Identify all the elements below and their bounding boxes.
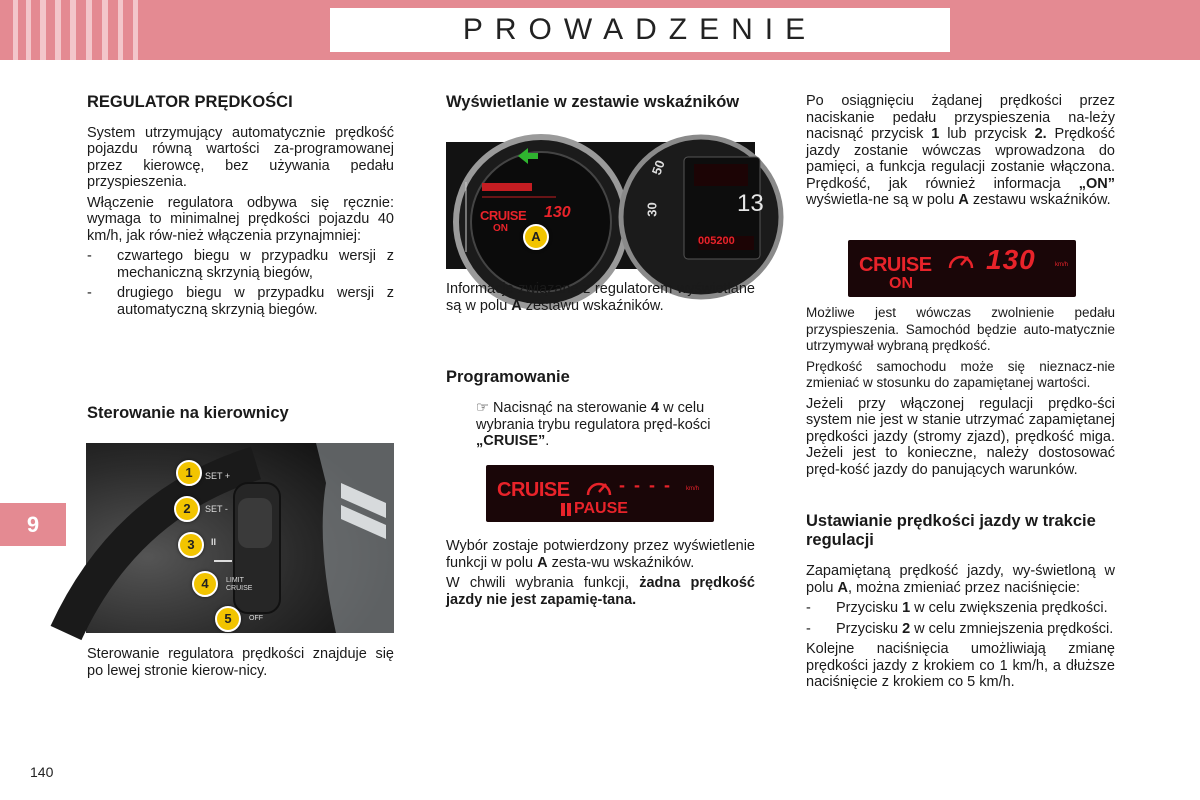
paragraph: Kolejne naciśnięcia umożliwiają zmianę prędkości jazdy z krokiem co 1 km/h, a dłuższe naciśnięcie z krokiem co 5 km/h. [806,641,1115,690]
header-stripe [118,0,123,60]
control-badge-2: 2 [174,496,200,522]
header-stripe [102,0,108,60]
text-run: , można zmieniać przez naciśnięcie: [847,579,1081,596]
lcd-cruise-pause [486,465,714,522]
list-item [87,248,394,281]
control-badge-5: 5 [215,606,241,632]
control-badge-3: 3 [178,532,204,558]
page-title: PROWADZENIE [330,8,950,52]
field-label: A [958,192,969,208]
section-heading: Wyświetlanie w zestawie wskaźników [446,93,740,111]
cluster-cruise-text: CRUISE [480,208,527,223]
speedometer-icon [946,246,976,274]
off-label: OFF [249,615,263,622]
dial-50-label: 50 [648,158,668,177]
button-number: 2. [1034,126,1047,142]
lcd-cruise-text: CRUISE [497,479,570,501]
paragraph: Prędkość samochodu może się nieznacz-nie zmieniać w stosunku do zapamiętanej wartości. [806,358,1115,390]
text-run: w celu zmniejszenia prędkości. [910,620,1114,637]
paragraph [806,93,1115,209]
emphasis: żadna prędkość jazdy nie jest zapamię-tana. [446,575,755,608]
text-run: zestawu wskaźników. [968,192,1111,208]
instruction-item [446,400,755,450]
pointing-hand-icon: ☞ [476,400,489,416]
paragraph [806,563,1115,596]
lcd-unit: km/h [686,486,700,492]
header-stripe [13,0,18,60]
text-run: W chwili wybrania funkcji, [446,575,640,591]
column-3-lower [806,563,1115,695]
list-dash: - [806,600,811,616]
section-heading: REGULATOR PRĘDKOŚCI [87,93,293,111]
column-3-middle [806,305,1115,482]
text-run: zestawu wskaźników. [521,297,664,314]
steering-wheel-illustration [86,443,394,633]
paragraph: Włączenie regulatora odbywa się ręcznie: wymaga to minimalnej prędkości pojazdu 40 km/h, jak rów-nież włączenia przynajmniej: [87,194,394,244]
text-run: Zapamiętaną prędkość jazdy, wy-świetloną w polu [806,563,1115,596]
list-item [87,285,394,318]
field-label: A [837,579,848,596]
text-run: Po osiągnięciu żądanej prędkości przez naciskanie pedału przyspieszenia na-leży nacisnąć przycisk [806,93,1115,142]
cluster-illustration [446,142,755,269]
odometer-text: 005200 [698,235,735,247]
photo-caption: Sterowanie regulatora prędkości znajduje się po lewej stronie kierow-nicy. [87,646,394,679]
list-dash: - [87,248,92,264]
lcd-speed-value: 130 [986,244,1036,275]
list-item-text: drugiego biegu w przypadku wersji z automatyczną skrzynią biegów. [117,285,394,318]
list-dash: - [87,285,92,301]
paragraph: Jeżeli przy włączonej regulacji prędko-ści system nie jest w stanie utrzymać zapamiętanej prędkości jazdy (stromy zjazd), prędkość miga. Jeżeli jest to konieczne, należy dostosować pręd-kość jazdy do panujących warunków. [806,395,1115,478]
list-item [806,621,1115,638]
button-number: 2 [902,620,911,637]
paragraph [446,575,755,608]
set-minus-label: SET - [205,504,228,514]
pause-bar-icon [561,503,565,516]
text-run: . [545,433,550,449]
text-run: w celu wybrania trybu regulatora pręd-kości [476,400,711,433]
speedometer-icon [584,473,614,501]
text-run: zesta-wu wskaźników. [547,554,695,571]
header-stripe [26,0,31,60]
pause-bar-icon [567,503,571,516]
field-a-badge: A [523,224,549,250]
section-subheading: Sterowanie na kierownicy [87,404,289,422]
header-stripe [86,0,92,60]
list-item [806,600,1115,617]
cluster-speed-text: 130 [544,204,571,221]
list-dash: - [806,620,811,637]
lcd-cruise-text: CRUISE [859,254,932,276]
section-heading: Ustawianie prędkości jazdy w trakcie regulacji [806,512,1096,549]
dial-30-label: 30 [644,202,660,217]
text-run: Informacje związane z regulatorem wyświetlane są w polu [446,281,755,314]
paragraph: System utrzymujący automatycznie prędkość pojazdu równą wartości za-programowanej przez kierowcę, bez używania pedału przyspieszenia. [87,124,394,190]
lcd-dashes: - - - - [619,475,672,495]
paragraph: Możliwe jest wówczas zwolnienie pedału przyspieszenia. Samochód będzie auto-matycznie utrzymywał wybraną prędkość. [806,305,1115,353]
cluster-on-text: ON [493,223,508,234]
column-1 [87,93,394,322]
lcd-cruise-on [848,240,1076,297]
text-run: Wybór zostaje potwierdzony przez wyświetlenie funkcji w polu [446,538,755,571]
text-run: lub przycisk [939,126,1035,142]
page-number: 140 [30,764,54,780]
set-plus-label: SET + [205,471,231,481]
text-run: Prędkość jazdy zostanie wówczas wprowadzona do pamięci, a funkcja regulacji zostanie włączona. Prędkość, jak również informacja [806,126,1115,192]
button-number: 1 [902,600,911,616]
paragraph [446,538,755,571]
text-run: Przycisku [836,620,903,637]
field-label: A [511,297,522,314]
text-run: w celu zwiększenia prędkości. [910,600,1108,616]
limit-cruise-label: LIMIT CRUISE [226,577,253,592]
header-stripe [70,0,76,60]
section-heading: Programowanie [446,368,570,386]
field-label: A [537,554,548,571]
mode-name: „CRUISE” [476,433,546,449]
chapter-tab: 9 [0,503,66,546]
text-run: Przycisku [836,600,903,616]
lcd-unit: km/h [1055,262,1069,268]
header-stripe [55,0,61,60]
clock-text: 13 [737,190,764,217]
steering-controls-photo [86,443,394,633]
lcd-on-text: ON [889,275,913,292]
lcd-pause-text: PAUSE [574,500,628,517]
paragraph [446,281,755,314]
instrument-cluster-photo [446,142,764,269]
column-2-lower [446,538,755,612]
text-run: Nacisnąć na sterowanie [493,400,652,416]
header-stripe [133,0,138,60]
control-number: 4 [651,400,660,416]
list-item-text: czwartego biegu w przypadku wersji z mechaniczną skrzynią biegów, [117,248,394,281]
pause-symbol: II [211,537,217,547]
header-stripe [40,0,46,60]
status-on: „ON” [1078,175,1115,192]
control-badge-4: 4 [192,571,218,597]
text-run: wyświetla-ne są w polu [806,192,959,208]
button-number: 1 [931,126,940,142]
control-badge-1: 1 [176,460,202,486]
